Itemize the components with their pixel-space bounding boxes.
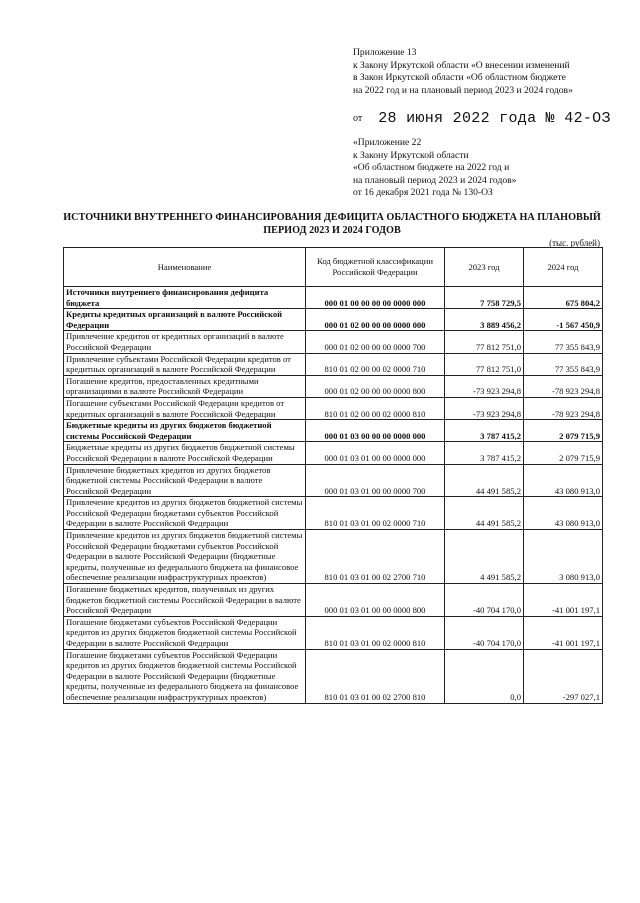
header-2024: 2024 год [524,248,603,287]
row-code-cell: 810 01 03 01 00 02 2700 710 [306,530,445,584]
appendix-line: «Приложение 22 [353,137,422,148]
row-2024-cell: 3 080 913,0 [524,530,603,584]
row-2023-cell: 7 758 729,5 [445,287,524,309]
row-2024-cell: 2 079 715,9 [524,420,603,442]
document-title: ИСТОЧНИКИ ВНУТРЕННЕГО ФИНАНСИРОВАНИЯ ДЕФИЦИТА ОБЛАСТНОГО БЮДЖЕТА НА ПЛАНОВЫЙ ПЕРИОД 2023 И 2024 ГОДОВ [63,212,601,236]
table-row [64,530,603,584]
row-2023-cell: 77 812 751,0 [445,353,524,375]
row-2024-cell: 2 079 715,9 [524,442,603,464]
row-2024-cell: 43 080 913,0 [524,497,603,530]
appendix-line: на плановый период 2023 и 2024 годов» [353,174,517,186]
table-row [64,375,603,397]
row-code-cell: 000 01 02 00 00 00 0000 700 [306,331,445,353]
row-name-cell: Погашение бюджетами субъектов Российской Федерации кредитов из других бюджетов бюджетной системы Российской Федерации в валюте Российской Федерации (бюджетные кредиты, полученные из федерального бюджета на финансовое обеспечение реализации инфраструктурных проектов) [64,649,306,703]
row-code-cell: 810 01 03 01 00 02 2700 810 [306,649,445,703]
row-2024-cell: -41 001 197,1 [524,584,603,617]
table-row [64,649,603,703]
row-2023-cell: 3 787 415,2 [445,420,524,442]
row-name-cell: Погашение бюджетами субъектов Российской Федерации кредитов из других бюджетов бюджетной системы Российской Федерации в валюте Российской Федерации [64,616,306,649]
row-2024-cell: -78 923 294,8 [524,375,603,397]
row-2024-cell: -41 001 197,1 [524,616,603,649]
appendix-line: на 2022 год и на плановый период 2023 и 2024 годов» [353,84,573,96]
table-row [64,442,603,464]
header-code: Код бюджетной классификации Российской Федерации [306,248,445,287]
appendix-line: Приложение 13 [353,47,417,58]
appendix-line: к Закону Иркутской области «О внесении изменений [353,59,570,71]
unit-label: (тыс. рублей) [549,238,600,248]
row-2023-cell: 4 491 585,2 [445,530,524,584]
table-row [64,584,603,617]
law-date-number: 28 июня 2022 года № 42-ОЗ [378,109,611,127]
appendix-line: «Об областном бюджете на 2022 год и [353,162,510,174]
law-date-line [353,109,611,127]
table-row [64,287,603,309]
row-2023-cell: 3 787 415,2 [445,442,524,464]
row-code-cell: 000 01 03 01 00 00 0000 700 [306,464,445,497]
row-2023-cell: 3 889 456,2 [445,309,524,331]
row-name-cell: Бюджетные кредиты из других бюджетов бюджетной системы Российской Федерации в валюте Российской Федерации [64,442,306,464]
table-row [64,331,603,353]
row-2024-cell: 77 355 843,9 [524,353,603,375]
row-code-cell: 810 01 03 01 00 02 0000 710 [306,497,445,530]
row-2023-cell: 44 491 585,2 [445,464,524,497]
header-2023: 2023 год [445,248,524,287]
table-row [64,497,603,530]
row-name-cell: Привлечение бюджетных кредитов из других бюджетов бюджетной системы Российской Федерации в валюте Российской Федерации [64,464,306,497]
row-2023-cell: 44 491 585,2 [445,497,524,530]
row-2024-cell: -297 027,1 [524,649,603,703]
row-name-cell: Привлечение субъектами Российской Федерации кредитов от кредитных организаций в валюте Российской Федерации [64,353,306,375]
row-2024-cell: -78 923 294,8 [524,397,603,419]
row-2023-cell: 0,0 [445,649,524,703]
row-2023-cell: -40 704 170,0 [445,584,524,617]
appendix-line: в Закон Иркутской области «Об областном бюджете [353,72,566,84]
row-code-cell: 000 01 03 00 00 00 0000 000 [306,420,445,442]
appendix-line: от 16 декабря 2021 года № 130-ОЗ [353,187,493,199]
appendix-line: к Закону Иркутской области [353,149,469,161]
row-code-cell: 000 01 03 01 00 00 0000 000 [306,442,445,464]
row-name-cell: Погашение бюджетных кредитов, полученных из других бюджетов бюджетной системы Российской Федерации в валюте Российской Федерации [64,584,306,617]
row-name-cell: Привлечение кредитов из других бюджетов бюджетной системы Российской Федерации бюджетами субъектов Российской Федерации в валюте Российской Федерации (бюджетные кредиты, полученные из федерального бюджета на финансовое обеспечение реализации инфраструктурных проектов) [64,530,306,584]
row-name-cell: Привлечение кредитов от кредитных организаций в валюте Российской Федерации [64,331,306,353]
table-row [64,309,603,331]
row-2023-cell: -73 923 294,8 [445,375,524,397]
row-2024-cell: 77 355 843,9 [524,331,603,353]
table-row [64,420,603,442]
row-code-cell: 000 01 00 00 00 00 0000 000 [306,287,445,309]
table-row [64,353,603,375]
row-code-cell: 000 01 03 01 00 00 0000 800 [306,584,445,617]
date-prefix: от [353,112,363,124]
row-2023-cell: -73 923 294,8 [445,397,524,419]
appendix-22-block [353,137,516,200]
row-code-cell: 810 01 03 01 00 02 0000 810 [306,616,445,649]
row-name-cell: Привлечение кредитов из других бюджетов бюджетной системы Российской Федерации бюджетами субъектов Российской Федерации в валюте Российской Федерации [64,497,306,530]
row-code-cell: 000 01 02 00 00 00 0000 800 [306,375,445,397]
table-row [64,616,603,649]
row-name-cell: Погашение кредитов, предоставленных кредитными организациями в валюте Российской Федерации [64,375,306,397]
row-2023-cell: 77 812 751,0 [445,331,524,353]
row-2024-cell: 675 804,2 [524,287,603,309]
row-2023-cell: -40 704 170,0 [445,616,524,649]
table-row [64,397,603,419]
row-2024-cell: 43 080 913,0 [524,464,603,497]
row-name-cell: Бюджетные кредиты из других бюджетов бюджетной системы Российской Федерации [64,420,306,442]
table-row [64,464,603,497]
header-name: Наименование [64,248,306,287]
row-name-cell: Погашение субъектами Российской Федерации кредитов от кредитных организаций в валюте Российской Федерации [64,397,306,419]
row-code-cell: 810 01 02 00 00 02 0000 710 [306,353,445,375]
row-code-cell: 810 01 02 00 00 02 0000 810 [306,397,445,419]
row-name-cell: Источники внутреннего финансирования дефицита бюджета [64,287,306,309]
financing-sources-table [63,247,603,704]
table-header-row [64,248,603,287]
row-2024-cell: -1 567 450,9 [524,309,603,331]
appendix-13-block [353,47,573,97]
row-code-cell: 000 01 02 00 00 00 0000 000 [306,309,445,331]
table-body [64,287,603,704]
row-name-cell: Кредиты кредитных организаций в валюте Российской Федерации [64,309,306,331]
